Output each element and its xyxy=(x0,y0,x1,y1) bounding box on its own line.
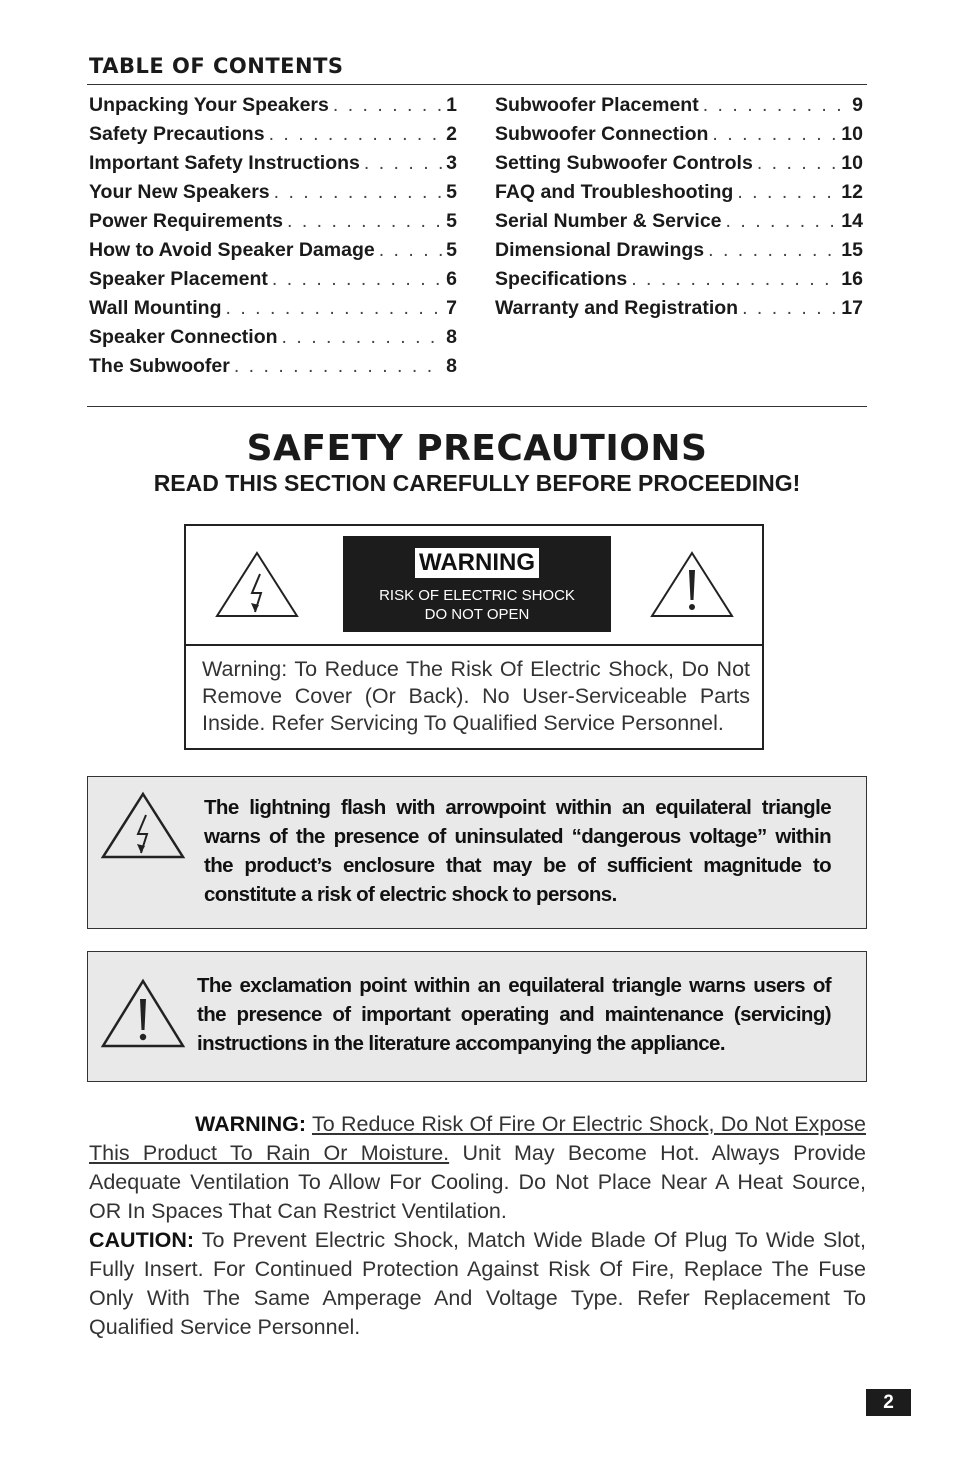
toc-entry-label: Power Requirements xyxy=(89,210,283,232)
toc-entry-label: Warranty and Registration xyxy=(495,297,739,319)
toc-entry[interactable] xyxy=(495,94,863,123)
toc-entry[interactable] xyxy=(495,152,863,181)
toc-leader-dots xyxy=(708,239,837,262)
warning-rest-text: Unit May Become Hot. Always Provide Adequate Ventilation To Allow For Cooling. Do Not Place Near A Heat Source, OR In Spaces That Can Restrict Ventilation. xyxy=(89,1141,866,1223)
toc-entry-label: Subwoofer Placement xyxy=(495,94,699,116)
toc-entry-page: 9 xyxy=(852,94,863,116)
toc-leader-dots xyxy=(287,210,442,233)
toc-entry[interactable] xyxy=(89,239,457,268)
caution-rest-text: To Prevent Electric Shock, Match Wide Blade Of Plug To Wide Slot, Fully Insert. For Continued Protection Against Risk Of Fire, Replace The Fuse Only With The Same Amperage And Voltage Type. Refer Replacement To Qualified Service Personnel. xyxy=(89,1228,866,1339)
toc-entry[interactable] xyxy=(89,152,457,181)
exclamation-note-box xyxy=(87,951,867,1082)
toc-entry-label: Speaker Placement xyxy=(89,268,268,290)
toc-entry[interactable] xyxy=(89,123,457,152)
toc-entry-label: How to Avoid Speaker Damage xyxy=(89,239,375,261)
toc-entry-label: Subwoofer Connection xyxy=(495,123,709,145)
toc-entry-page: 16 xyxy=(841,268,863,290)
toc-entry[interactable] xyxy=(89,355,457,384)
page-number-badge: 2 xyxy=(866,1389,911,1416)
warning-lead: WARNING: xyxy=(195,1112,307,1136)
toc-entry[interactable] xyxy=(495,181,863,210)
toc-right-column xyxy=(495,94,863,326)
toc-entry-label: Specifications xyxy=(495,268,628,290)
toc-leader-dots xyxy=(631,268,837,291)
toc-bottom-divider xyxy=(87,406,867,407)
toc-leader-dots xyxy=(726,210,838,233)
warning-heading: WARNING xyxy=(415,548,539,578)
toc-entry-label: Setting Subwoofer Controls xyxy=(495,152,753,174)
toc-entry-page: 17 xyxy=(841,297,863,319)
exclamation-triangle-icon xyxy=(100,978,186,1050)
toc-entry-page: 5 xyxy=(446,210,457,232)
toc-entry[interactable] xyxy=(89,297,457,326)
toc-entry-page: 3 xyxy=(446,152,457,174)
toc-entry-label: Speaker Connection xyxy=(89,326,278,348)
toc-leader-dots xyxy=(274,181,443,204)
page-title: SAFETY PRECAUTIONS xyxy=(246,428,708,469)
toc-leader-dots xyxy=(234,355,442,378)
warning-paragraph xyxy=(89,1110,866,1226)
toc-entry-page: 2 xyxy=(446,123,457,145)
toc-leader-dots xyxy=(226,297,443,320)
toc-entry-page: 1 xyxy=(446,94,457,116)
toc-entry[interactable] xyxy=(495,268,863,297)
toc-entry[interactable] xyxy=(495,123,863,152)
toc-leader-dots xyxy=(757,152,837,175)
toc-entry[interactable] xyxy=(89,210,457,239)
page-subtitle: READ THIS SECTION CAREFULLY BEFORE PROCEEDING! xyxy=(153,470,801,496)
toc-entry-page: 5 xyxy=(446,181,457,203)
warning-label-header xyxy=(186,526,762,646)
toc-entry[interactable] xyxy=(495,239,863,268)
toc-entry-label: Your New Speakers xyxy=(89,181,270,203)
toc-leader-dots xyxy=(333,94,442,117)
warning-label-box xyxy=(184,524,764,750)
toc-entry-page: 7 xyxy=(446,297,457,319)
toc-entry-page: 10 xyxy=(841,152,863,174)
toc-entry-page: 8 xyxy=(446,326,457,348)
warning-plate xyxy=(343,536,611,632)
toc-left-column xyxy=(89,94,457,384)
toc-entry[interactable] xyxy=(89,181,457,210)
toc-leader-dots xyxy=(282,326,443,349)
toc-entry-label: Unpacking Your Speakers xyxy=(89,94,329,116)
lightning-triangle-icon xyxy=(100,791,186,861)
toc-entry-label: Serial Number & Service xyxy=(495,210,722,232)
toc-entry-page: 6 xyxy=(446,268,457,290)
lightning-note-box xyxy=(87,776,867,929)
toc-entry-page: 12 xyxy=(841,181,863,203)
toc-leader-dots xyxy=(737,181,837,204)
toc-entry-label: Important Safety Instructions xyxy=(89,152,360,174)
toc-leader-dots xyxy=(379,239,442,262)
caution-paragraph xyxy=(89,1226,866,1342)
lightning-note-text: The lightning flash with arrowpoint within an equilateral triangle warns of the presence of uninsulated “dangerous voltage” within the product’s enclosure that may be of sufficient magnitude to constitute a risk of electric shock to persons. xyxy=(204,796,831,906)
toc-leader-dots xyxy=(742,297,837,320)
toc-entry[interactable] xyxy=(89,94,457,123)
caution-lead: CAUTION: xyxy=(89,1228,195,1252)
toc-leader-dots xyxy=(364,152,442,175)
warning-line-1: RISK OF ELECTRIC SHOCK xyxy=(379,587,575,604)
toc-entry-label: FAQ and Troubleshooting xyxy=(495,181,734,203)
toc-entry[interactable] xyxy=(495,297,863,326)
toc-entry[interactable] xyxy=(89,326,457,355)
exclamation-note-text: The exclamation point within an equilateral triangle warns users of the presence of important operating and maintenance (servicing) instructions in the literature accompanying the appliance. xyxy=(197,974,831,1055)
toc-top-divider xyxy=(87,84,867,85)
toc-entry-label: Safety Precautions xyxy=(89,123,265,145)
toc-leader-dots xyxy=(269,123,443,146)
toc-leader-dots xyxy=(712,123,837,146)
toc-entry[interactable] xyxy=(89,268,457,297)
toc-entry-page: 15 xyxy=(841,239,863,261)
toc-entry-page: 10 xyxy=(841,123,863,145)
toc-leader-dots xyxy=(272,268,442,291)
exclamation-triangle-icon xyxy=(649,550,735,620)
lightning-triangle-icon xyxy=(214,550,300,620)
toc-entry-page: 5 xyxy=(446,239,457,261)
toc-entry-label: Dimensional Drawings xyxy=(495,239,705,261)
toc-entry-page: 8 xyxy=(446,355,457,377)
toc-leader-dots xyxy=(703,94,848,117)
warning-line-2: DO NOT OPEN xyxy=(424,606,530,623)
toc-entry-label: Wall Mounting xyxy=(89,297,222,319)
toc-entry[interactable] xyxy=(495,210,863,239)
warning-underlined-text: To Reduce Risk Of Fire Or Electric Shock, Do Not Expose This Product To Rain Or Moisture. xyxy=(89,1112,866,1165)
toc-entry-page: 14 xyxy=(841,210,863,232)
warning-label-text: Warning: To Reduce The Risk Of Electric Shock, Do Not Remove Cover (Or Back). No User-Serviceable Parts Inside. Refer Servicing To Qualified Service Personnel. xyxy=(202,657,750,735)
toc-title: TABLE OF CONTENTS xyxy=(89,54,344,78)
toc-entry-label: The Subwoofer xyxy=(89,355,230,377)
